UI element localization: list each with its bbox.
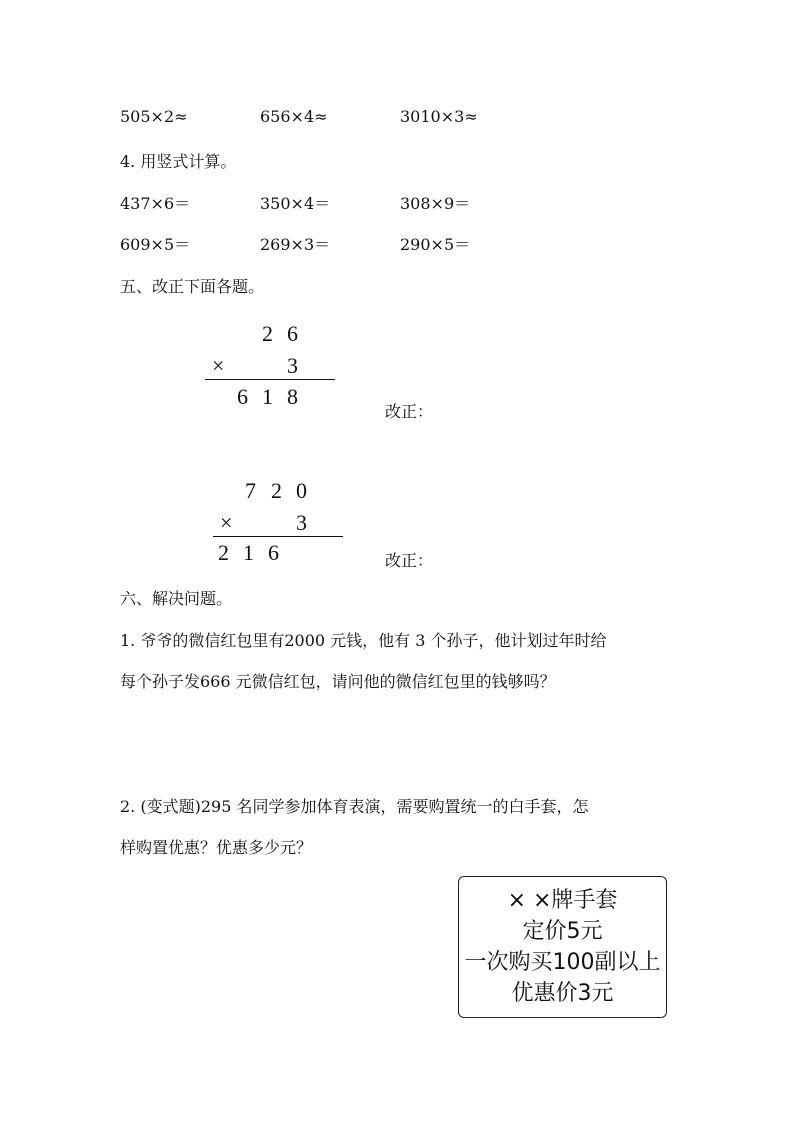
p1-top-digit: 6 — [287, 321, 298, 346]
sign-list-price: 定价5元 — [522, 919, 603, 944]
q6-problem-1-line-1: 1. 爷爷的微信红包里有2000 元钱，他有 3 个孙子，他计划过年时给 — [120, 631, 607, 650]
p1-result-digit: 8 — [287, 384, 298, 409]
p2-correction-label: 改正： — [385, 551, 434, 570]
q6-heading: 六、解决问题。 — [120, 589, 233, 608]
sign-bulk-condition: 一次购买100副以上 — [464, 950, 661, 975]
p1-rule-line — [205, 379, 335, 380]
q6-problem-2-line-1: 2. (变式题)295 名同学参加体育表演，需要购置统一的白手套，怎 — [120, 797, 589, 816]
q4-item-6: 290×5＝ — [400, 235, 471, 254]
p1-times-sign: × — [212, 353, 225, 378]
p2-times-sign: × — [220, 510, 233, 535]
p1-top-digit: 2 — [262, 321, 273, 346]
p2-top-digit: 2 — [271, 478, 282, 503]
p1-result-digit: 6 — [237, 384, 248, 409]
p1-multiplier: 3 — [287, 353, 298, 378]
sign-discount-price: 优惠价3元 — [511, 981, 614, 1006]
p2-rule-line — [213, 536, 343, 537]
p2-multiplier: 3 — [296, 510, 307, 535]
p1-correction-label: 改正： — [385, 402, 434, 421]
estimate-3: 3010×3≈ — [400, 107, 478, 126]
p2-result-digit: 1 — [243, 540, 254, 565]
q6-problem-2-line-2: 样购置优惠？优惠多少元？ — [120, 838, 313, 857]
q5-heading: 五、改正下面各题。 — [120, 277, 265, 296]
p2-result-digit: 2 — [218, 540, 229, 565]
q4-item-3: 308×9＝ — [400, 194, 471, 213]
p1-result-digit: 1 — [262, 384, 273, 409]
price-sign-box — [458, 876, 667, 1018]
p2-top-digit: 7 — [245, 478, 256, 503]
estimate-1: 505×2≈ — [120, 107, 188, 126]
q6-problem-1-line-2: 每个孙子发666 元微信红包，请问他的微信红包里的钱够吗？ — [120, 672, 556, 691]
q4-item-2: 350×4＝ — [260, 194, 331, 213]
sign-brand: × ×牌手套 — [507, 888, 618, 913]
q4-item-5: 269×3＝ — [260, 235, 331, 254]
p2-result-digit: 6 — [268, 540, 279, 565]
q4-item-4: 609×5＝ — [120, 235, 191, 254]
p2-top-digit: 0 — [296, 478, 307, 503]
q4-heading: 4. 用竖式计算。 — [120, 152, 237, 171]
q4-item-1: 437×6＝ — [120, 194, 191, 213]
estimate-2: 656×4≈ — [260, 107, 328, 126]
